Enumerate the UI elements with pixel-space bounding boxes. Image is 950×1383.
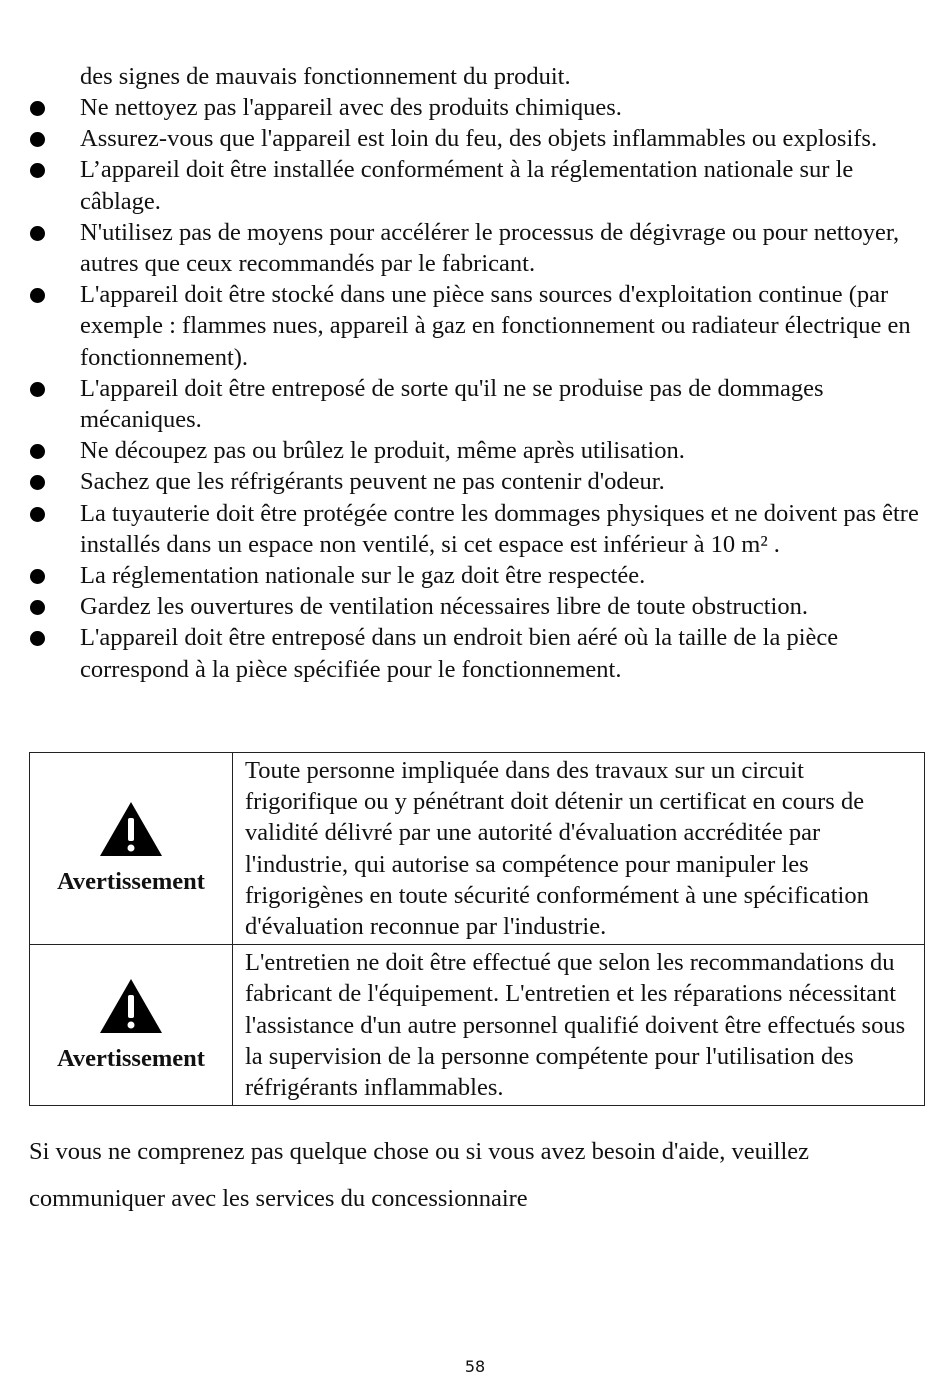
bullet-text: L'appareil doit être entreposé de sorte qu'il ne se produise pas de dommages mécaniques. (80, 374, 824, 434)
bullet-dot (30, 475, 45, 490)
list-item (0, 123, 930, 154)
continuation-text: des signes de mauvais fonctionnement du produit. (80, 63, 571, 90)
list-item (0, 466, 930, 497)
list-item (0, 92, 930, 123)
warning-table (29, 752, 925, 1106)
bullet-dot (30, 569, 45, 584)
warning-triangle-icon (98, 800, 164, 858)
bullet-dot (30, 631, 45, 646)
bullet-dot (30, 444, 45, 459)
bullet-dot (30, 226, 45, 241)
bullet-dot (30, 288, 45, 303)
list-item (0, 591, 930, 622)
list-item (0, 435, 930, 466)
table-row (30, 945, 925, 1106)
warning-label-cell (30, 945, 233, 1106)
warning-text: L'entretien ne doit être effectué que selon les recommandations du fabricant de l'équipement. L'entretien et les réparations nécessitant l'assistance d'un autre personnel qualifié doivent être effectués sous la supervision de la personne compétente pour l'utilisation des réfrigérants inflammables. (233, 945, 925, 1106)
list-item (0, 560, 930, 591)
bullet-text: Ne découpez pas ou brûlez le produit, même après utilisation. (80, 437, 685, 465)
bullet-text: La tuyauterie doit être protégée contre les dommages physiques et ne doivent pas être installés dans un espace non ventilé, si cet espace est inférieur à 10 m² . (80, 499, 919, 558)
bullet-dot (30, 600, 45, 615)
bullet-text: L'appareil doit être stocké dans une pièce sans sources d'exploitation continue (par exemple : flammes nues, appareil à gaz en fonctionnement ou radiateur électrique en fonctionnement). (80, 281, 911, 371)
warning-label: Avertissement (57, 1044, 205, 1072)
list-item (0, 622, 930, 684)
list-item (0, 498, 930, 560)
safety-bullet-list (0, 92, 930, 685)
bullet-text: L’appareil doit être installée conformément à la réglementation nationale sur le câblage. (80, 156, 854, 215)
bullet-text: Assurez-vous que l'appareil est loin du feu, des objets inflammables ou explosifs. (80, 125, 878, 153)
warning-label: Avertissement (57, 868, 205, 895)
closing-paragraph: Si vous ne comprenez pas quelque chose ou si vous avez besoin d'aide, veuillez communiquer avec les services du concessionnaire (29, 1138, 810, 1212)
bullet-text: Ne nettoyez pas l'appareil avec des produits chimiques. (80, 94, 622, 121)
list-item (0, 217, 930, 279)
bullet-dot (30, 132, 45, 147)
bullet-dot (30, 507, 45, 522)
bullet-text: Gardez les ouvertures de ventilation nécessaires libre de toute obstruction. (80, 593, 808, 621)
bullet-text: Sachez que les réfrigérants peuvent ne pas contenir d'odeur. (80, 468, 665, 496)
bullet-dot (30, 101, 45, 116)
bullet-dot (30, 382, 45, 397)
bullet-dot (30, 163, 45, 178)
table-row (30, 753, 925, 945)
warning-label-cell (30, 753, 233, 945)
bullet-text: La réglementation nationale sur le gaz doit être respectée. (80, 562, 646, 590)
warning-triangle-icon (98, 977, 164, 1035)
bullet-text: L'appareil doit être entreposé dans un endroit bien aéré où la taille de la pièce correspond à la pièce spécifiée pour le fonctionnement. (80, 624, 839, 683)
list-item (0, 279, 930, 373)
list-item (0, 154, 930, 216)
bullet-text: N'utilisez pas de moyens pour accélérer le processus de dégivrage ou pour nettoyer, autres que ceux recommandés par le fabricant. (80, 218, 900, 278)
page-number: 58 (464, 1357, 486, 1376)
list-item (0, 373, 930, 435)
warning-text: Toute personne impliquée dans des travaux sur un circuit frigorifique ou y pénétrant doit détenir un certificat en cours de validité délivré par une autorité d'évaluation accréditée par l'industrie, qui autorise sa compétence pour manipuler les frigorigènes en toute sécurité conformément à une spécification d'évaluation reconnue par l'industrie. (233, 753, 925, 945)
